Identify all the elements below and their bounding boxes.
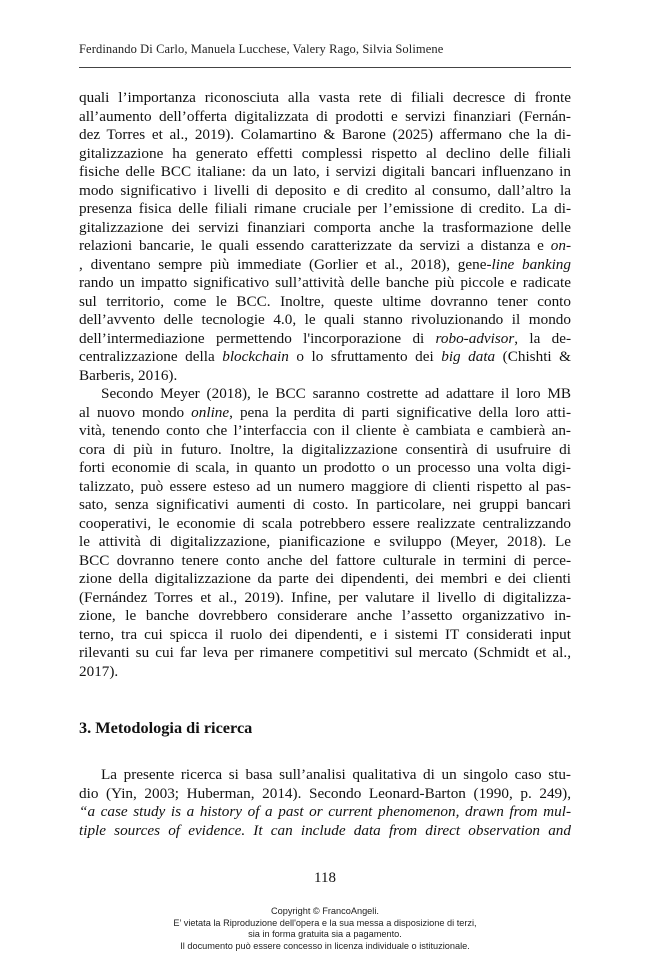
italic-run: online	[191, 403, 230, 421]
text-line	[79, 256, 571, 275]
text-line	[79, 404, 571, 423]
text-line	[79, 478, 571, 497]
text-line	[79, 552, 571, 571]
text-run: (Fernández Torres et al., 2019). Infine, per valutare il livello di digitalizza-	[79, 588, 571, 606]
text-line	[79, 237, 571, 256]
text-line	[79, 663, 571, 682]
text-line	[79, 626, 571, 645]
section-spacing	[79, 681, 571, 719]
body-text	[79, 89, 571, 840]
copyright-line: Copyright © FrancoAngeli.	[271, 906, 379, 916]
italic-run: “a case study is a history of a past or current phenomenon, drawn from mul-	[79, 803, 571, 820]
paragraph-1	[79, 89, 571, 681]
text-run: cora di più in futuro. Inoltre, la digitalizzazione consentirà di usufruire di	[79, 440, 571, 458]
italic-run: line banking	[491, 255, 571, 273]
text-run: quali l’importanza riconosciuta alla vasta rete di filiali decresce di fronte	[79, 89, 571, 106]
italic-run: blockchain	[222, 348, 289, 365]
text-run: , diventano sempre più immediate (Gorlier et al., 2018), gene-	[79, 255, 492, 273]
paragraph-3	[79, 766, 571, 840]
text-run: relazioni bancarie, le quali essendo caratterizzate da servizi a distanza e	[79, 237, 551, 254]
header-rule	[79, 67, 571, 68]
text-run: o lo sfruttamento dei	[288, 348, 442, 365]
text-line	[79, 293, 571, 312]
text-run: modo significativo i livelli di deposito e di credito al consumo, dall’altro la	[79, 181, 571, 199]
copyright-line: Il documento può essere concesso in licenza individuale o istituzionale.	[180, 940, 470, 951]
text-run: Barberis, 2016).	[79, 366, 178, 384]
text-line	[79, 348, 571, 367]
text-run: terno, tra cui spicca il ruolo dei dipendenti, e i sistemi IT considerati input	[79, 625, 571, 643]
text-run: , pena la perdita di parti significative della loro atti-	[229, 403, 572, 421]
text-run: le attività di digitalizzazione, pianificazione e sviluppo (Meyer, 2018). Le	[79, 533, 571, 550]
italic-run: robo-advisor	[435, 329, 515, 347]
text-run: gitalizzazione dei servizi finanziari comporta anche la trasformazione delle	[79, 218, 571, 236]
copyright-notice	[0, 906, 650, 952]
text-line	[79, 515, 571, 534]
text-line	[79, 644, 571, 663]
text-run: dell’avvento delle tecnologie 4.0, le quali stanno rivoluzionando il mondo	[79, 311, 571, 328]
text-line	[79, 570, 571, 589]
text-run: dell’intermediazione permettendo l'incorporazione di	[79, 329, 436, 347]
text-line	[79, 311, 571, 330]
text-line	[79, 766, 571, 785]
text-run: sato, senza significativi aumenti di costo. In particolare, nei gruppi bancari	[79, 496, 571, 513]
text-line	[79, 803, 571, 822]
text-run: centralizzazione della	[79, 348, 223, 365]
text-line	[79, 126, 571, 145]
text-line	[79, 459, 571, 478]
text-run: zione della digitalizzazione da parte dei dipendenti, dei membri e dei clienti	[79, 570, 571, 587]
text-line	[79, 785, 571, 804]
text-line	[79, 89, 571, 108]
copyright-line: sia in forma gratuita sia a pagamento.	[248, 929, 402, 939]
text-run: gitalizzazione ha generato effetti complessi rispetto al declino delle filiali	[79, 144, 571, 162]
copyright-line: E’ vietata la Riproduzione dell'opera e la sua messa a disposizione di terzi,	[173, 917, 477, 928]
text-run: all’aumento dell’offerta digitalizzata di prodotti e servizi finanziari (Fernán-	[79, 107, 571, 125]
text-run: al nuovo mondo	[79, 403, 192, 421]
text-line	[79, 200, 571, 219]
text-run: zione, le banche dovrebbero considerare anche l’assetto organizzativo in-	[79, 607, 571, 624]
text-run: sul territorio, come le BCC. Inoltre, queste ultime dovranno tener conto	[79, 292, 571, 310]
italic-run: big data	[441, 348, 496, 365]
page-number: 118	[314, 870, 336, 886]
text-line	[79, 330, 571, 349]
text-line	[79, 145, 571, 164]
text-run: 2017).	[79, 662, 119, 680]
italic-run: on-	[550, 237, 571, 254]
text-line	[79, 589, 571, 608]
text-line	[79, 822, 571, 841]
text-line	[79, 274, 571, 293]
section-heading: 3. Metodologia di ricerca	[79, 718, 253, 737]
text-run: cooperativi, le economie di scala potrebbero essere realizzate centralizzando	[79, 514, 571, 532]
text-run: forti economie di scala, in quanto un prodotto o un processo una volta digi-	[79, 459, 571, 476]
text-run: dez Torres et al., 2019). Colamartino & Barone (2025) affermano che la di-	[79, 126, 571, 143]
text-run: talizzato, può essere esteso ad un numero maggiore di clienti rispetto al pas-	[79, 477, 571, 495]
text-line	[79, 441, 571, 460]
text-line	[79, 367, 571, 386]
text-line	[79, 496, 571, 515]
text-line	[79, 533, 571, 552]
text-line	[79, 607, 571, 626]
text-run: dio (Yin, 2003; Huberman, 2014). Secondo Leonard-Barton (1990, p. 249),	[79, 784, 571, 802]
text-run: (Chishti &	[495, 348, 571, 365]
text-run: La presente ricerca si basa sull’analisi qualitativa di un singolo caso stu-	[101, 766, 571, 783]
text-run: presenza fisica delle filiali rimane cruciale per l’emissione di credito. La di-	[79, 200, 571, 217]
text-line	[79, 163, 571, 182]
text-run: , la de-	[514, 329, 572, 347]
running-head: Ferdinando Di Carlo, Manuela Lucchese, Valery Rago, Silvia Solimene	[79, 42, 444, 56]
text-run: vità, tenendo conto che l’interfaccia con il cliente è cambiata e cambierà an-	[79, 422, 571, 439]
text-run: Secondo Meyer (2018), le BCC saranno costrette ad adattare il loro MB	[101, 385, 571, 402]
text-run: rando un impatto significativo sull’attività delle banche più piccole e radicate	[79, 274, 571, 291]
text-line	[79, 385, 571, 404]
text-line	[79, 422, 571, 441]
text-run: rilevanti su cui far leva per rimanere competitivi sul mercato (Schmidt et al.,	[79, 644, 571, 661]
text-line	[79, 182, 571, 201]
text-run: BCC dovranno tenere conto anche del fattore culturale in termini di perce-	[79, 551, 571, 569]
text-run: fisiche delle BCC italiane: da un lato, i servizi digitali bancari influenzano in	[79, 163, 571, 180]
text-line	[79, 219, 571, 238]
text-line	[79, 108, 571, 127]
italic-run: tiple sources of evidence. It can include data from direct observation and	[79, 821, 571, 839]
